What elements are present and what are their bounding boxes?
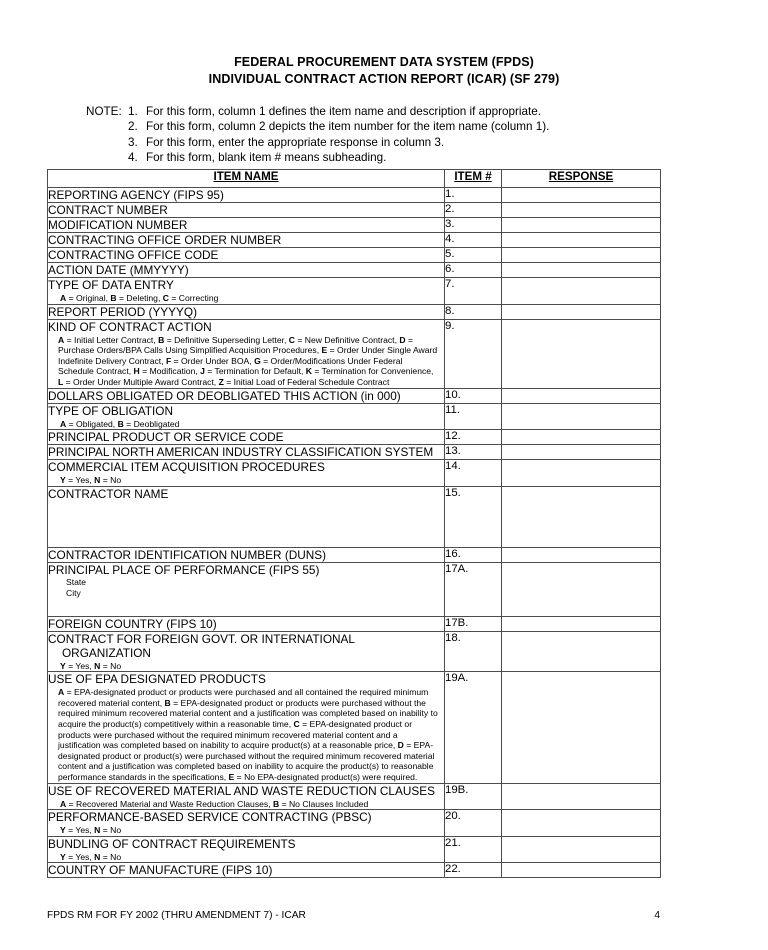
- table-header-row: [48, 170, 661, 188]
- cell-item-name: [48, 218, 445, 233]
- column-header-item-number: [445, 170, 502, 188]
- item-name-text: PRINCIPAL PLACE OF PERFORMANCE (FIPS 55): [48, 562, 320, 577]
- cell-response[interactable]: [502, 616, 661, 631]
- cell-item-name: [48, 203, 445, 218]
- cell-item-number: 9.: [445, 319, 502, 388]
- cell-response[interactable]: [502, 783, 661, 810]
- cell-item-number: 4.: [445, 233, 502, 248]
- icar-form-table: [47, 169, 661, 878]
- item-name-subtext: A = Original, B = Deleting, C = Correcting: [60, 293, 219, 303]
- note-item: [86, 150, 768, 165]
- cell-item-number: 1.: [445, 188, 502, 203]
- cell-item-number: 17B.: [445, 616, 502, 631]
- cell-response[interactable]: [502, 460, 661, 487]
- cell-item-name: [48, 631, 445, 672]
- note-number: 1.: [128, 105, 138, 118]
- cell-response[interactable]: [502, 836, 661, 863]
- cell-item-number: 8.: [445, 304, 502, 319]
- cell-response[interactable]: [502, 445, 661, 460]
- item-name-text: USE OF EPA DESIGNATED PRODUCTS: [48, 672, 266, 687]
- item-name-text: FOREIGN COUNTRY (FIPS 10): [48, 616, 217, 631]
- item-name-text: PRINCIPAL NORTH AMERICAN INDUSTRY CLASSIFICATION SYSTEM: [48, 445, 434, 460]
- cell-item-name: [48, 319, 445, 388]
- cell-response[interactable]: [502, 631, 661, 672]
- table-row: [48, 188, 661, 203]
- cell-item-name: [48, 233, 445, 248]
- table-header: [48, 170, 661, 188]
- table-row: [48, 672, 661, 783]
- table-row: [48, 304, 661, 319]
- cell-item-name: [48, 616, 445, 631]
- title-line-2: INDIVIDUAL CONTRACT ACTION REPORT (ICAR) (SF 279): [208, 71, 560, 86]
- cell-item-number: 2.: [445, 203, 502, 218]
- cell-item-number: 7.: [445, 278, 502, 305]
- cell-item-name: [48, 836, 445, 863]
- column-header-item-number-text: ITEM #: [454, 170, 492, 183]
- item-name-text: KIND OF CONTRACT ACTION: [48, 319, 212, 334]
- table-row: [48, 547, 661, 562]
- cell-item-number: 17A.: [445, 562, 502, 616]
- cell-item-name: [48, 188, 445, 203]
- item-name-subtext: A = Initial Letter Contract, B = Definitive Superseding Letter, C = New Definitive Contract, D = Purchase Orders/BPA Calls Using Simplified Acquisition Procedures, E = Order Under Single Award Indefinite Delivery Contract, F = Order Under BOA, G = Order/Modifications Under Federal Schedule Contract, H = Modification, J = Termination for Default, K = Termination for Convenience, L = Order Under Multiple Award Contract, Z = Initial Load of Federal Schedule Contract: [58, 334, 438, 387]
- item-name-text: MODIFICATION NUMBER: [48, 218, 188, 232]
- cell-item-name: [48, 562, 445, 616]
- cell-response[interactable]: [502, 263, 661, 278]
- cell-response[interactable]: [502, 319, 661, 388]
- footer-left-text: FPDS RM FOR FY 2002 (THRU AMENDMENT 7) - ICAR: [47, 910, 306, 921]
- cell-response[interactable]: [502, 403, 661, 430]
- cell-item-number: 21.: [445, 836, 502, 863]
- cell-response[interactable]: [502, 388, 661, 403]
- cell-item-name: [48, 403, 445, 430]
- item-name-text: DOLLARS OBLIGATED OR DEOBLIGATED THIS ACTION (in 000): [48, 388, 401, 403]
- cell-item-name: [48, 430, 445, 445]
- note-item: [86, 119, 768, 134]
- cell-item-number: 3.: [445, 218, 502, 233]
- table-row: [48, 278, 661, 305]
- item-name-subtext: Y = Yes, N = No: [60, 475, 122, 486]
- cell-response[interactable]: [502, 430, 661, 445]
- note-number: 2.: [128, 120, 138, 134]
- note-number: 3.: [128, 135, 138, 149]
- cell-item-name: [48, 547, 445, 562]
- item-name-text: COUNTRY OF MANUFACTURE (FIPS 10): [48, 863, 273, 878]
- cell-response[interactable]: [502, 248, 661, 263]
- cell-item-number: 15.: [445, 486, 502, 547]
- item-name-text: CONTRACTING OFFICE CODE: [48, 248, 219, 262]
- cell-item-number: 16.: [445, 547, 502, 562]
- note-item: [86, 104, 768, 119]
- item-name-text: CONTRACTOR NAME: [48, 486, 169, 501]
- item-name-text: COMMERCIAL ITEM ACQUISITION PROCEDURES: [48, 460, 325, 475]
- cell-item-number: 11.: [445, 403, 502, 430]
- cell-item-name: [48, 486, 445, 547]
- note-number: 4.: [128, 151, 138, 165]
- cell-item-number: 13.: [445, 445, 502, 460]
- table-row: [48, 863, 661, 878]
- table-row: [48, 388, 661, 403]
- cell-item-number: 14.: [445, 460, 502, 487]
- item-name-subtext: A = Obligated, B = Deobligated: [60, 418, 180, 429]
- document-title: [0, 0, 768, 87]
- table-row: [48, 631, 661, 672]
- cell-response[interactable]: [502, 218, 661, 233]
- item-name-text: BUNDLING OF CONTRACT REQUIREMENTS: [48, 836, 296, 851]
- cell-item-number: 19B.: [445, 783, 502, 810]
- page-footer: [47, 910, 660, 921]
- cell-item-name: [48, 863, 445, 878]
- item-name-subtext: A = Recovered Material and Waste Reduction Clauses, B = No Clauses Included: [60, 798, 369, 809]
- table-row: [48, 203, 661, 218]
- notes-block: [0, 104, 768, 166]
- item-name-text: CONTRACT FOR FOREIGN GOVT. OR INTERNATIONAL: [48, 631, 355, 646]
- cell-item-name: [48, 304, 445, 319]
- cell-response[interactable]: [502, 863, 661, 878]
- blank-entry-space: [48, 600, 444, 616]
- table-row: [48, 616, 661, 631]
- column-header-response: [502, 170, 661, 188]
- table-row: [48, 486, 661, 547]
- table-row: [48, 319, 661, 388]
- item-name-text-continued: ORGANIZATION: [62, 645, 151, 660]
- item-name-text: CONTRACTOR IDENTIFICATION NUMBER (DUNS): [48, 547, 327, 562]
- item-name-text: PRINCIPAL PRODUCT OR SERVICE CODE: [48, 430, 284, 445]
- note-text: For this form, enter the appropriate response in column 3.: [146, 135, 445, 149]
- cell-response[interactable]: [502, 233, 661, 248]
- item-subfield-state: State: [66, 576, 87, 587]
- cell-item-number: 22.: [445, 863, 502, 878]
- cell-item-name: [48, 460, 445, 487]
- item-name-text: PERFORMANCE-BASED SERVICE CONTRACTING (PBSC): [48, 810, 372, 825]
- cell-item-number: 20.: [445, 810, 502, 837]
- table-row: [48, 233, 661, 248]
- title-line-1: FEDERAL PROCUREMENT DATA SYSTEM (FPDS): [234, 55, 534, 69]
- cell-response[interactable]: [502, 188, 661, 203]
- item-name-text: REPORTING AGENCY (FIPS 95): [48, 188, 224, 202]
- table-body: [48, 188, 661, 878]
- cell-response[interactable]: [502, 278, 661, 305]
- note-item: [86, 135, 768, 150]
- note-text: For this form, column 1 defines the item name and description if appropriate.: [146, 105, 541, 118]
- table-row: [48, 783, 661, 810]
- cell-response[interactable]: [502, 810, 661, 837]
- cell-item-name: [48, 783, 445, 810]
- cell-item-name: [48, 278, 445, 305]
- column-header-response-text: RESPONSE: [548, 170, 614, 183]
- item-name-text: CONTRACTING OFFICE ORDER NUMBER: [48, 233, 282, 247]
- note-text: For this form, blank item # means subheading.: [146, 151, 387, 165]
- cell-response[interactable]: [502, 486, 661, 547]
- item-name-text: USE OF RECOVERED MATERIAL AND WASTE REDUCTION CLAUSES: [48, 783, 435, 798]
- cell-item-number: 18.: [445, 631, 502, 672]
- cell-response[interactable]: [502, 203, 661, 218]
- notes-label: NOTE:: [86, 105, 122, 118]
- item-name-text: TYPE OF DATA ENTRY: [48, 278, 174, 292]
- table-row: [48, 403, 661, 430]
- cell-item-number: 19A.: [445, 672, 502, 783]
- cell-item-number: 10.: [445, 388, 502, 403]
- item-name-subtext: Y = Yes, N = No: [60, 851, 122, 862]
- cell-item-number: 6.: [445, 263, 502, 278]
- note-text: For this form, column 2 depicts the item number for the item name (column 1).: [146, 120, 550, 134]
- cell-item-name: [48, 445, 445, 460]
- item-name-subtext: A = EPA-designated product or products were purchased and all contained the required minimum recovered material content, B = EPA-designated product or products were purchased without the required minimum recovered material content and a justification was completed based on inability to acquire the product(s) competitively within a reasonable time, C = EPA-designated product or products were purchased without the required minimum recovered material content and a justification was completed based on inability to acquire product(s) at a reasonable price, D = EPA-designated product or product(s) were purchased without the required minimum recovered material content and a justification was completed based on inability to acquire the product(s) to reasonable performance standards in the specifications, E = No EPA-designated product(s) were required.: [58, 687, 438, 782]
- cell-item-name: [48, 248, 445, 263]
- item-name-text: TYPE OF OBLIGATION: [48, 403, 173, 418]
- item-name-text: CONTRACT NUMBER: [48, 203, 168, 217]
- item-name-text: ACTION DATE (MMYYYY): [48, 263, 189, 277]
- table-row: [48, 263, 661, 278]
- table-row: [48, 562, 661, 616]
- table-row: [48, 445, 661, 460]
- column-header-item-name-text: ITEM NAME: [213, 170, 279, 183]
- table-row: [48, 810, 661, 837]
- table-row: [48, 430, 661, 445]
- cell-item-name: [48, 810, 445, 837]
- cell-response[interactable]: [502, 672, 661, 783]
- cell-item-name: [48, 672, 445, 783]
- cell-response[interactable]: [502, 304, 661, 319]
- item-name-subtext: Y = Yes, N = No: [60, 660, 122, 671]
- cell-item-name: [48, 263, 445, 278]
- item-subfield-city: City: [66, 588, 81, 599]
- item-name-subtext: Y = Yes, N = No: [60, 825, 122, 836]
- blank-entry-space: [48, 501, 444, 547]
- item-name-text: REPORT PERIOD (YYYYQ): [48, 304, 198, 319]
- cell-item-number: 5.: [445, 248, 502, 263]
- table-row: [48, 218, 661, 233]
- cell-response[interactable]: [502, 547, 661, 562]
- column-header-item-name: [48, 170, 445, 188]
- table-row: [48, 460, 661, 487]
- table-row: [48, 248, 661, 263]
- footer-page-number: 4: [654, 910, 660, 921]
- cell-item-number: 12.: [445, 430, 502, 445]
- table-row: [48, 836, 661, 863]
- cell-item-name: [48, 388, 445, 403]
- icar-form-table-wrapper: [47, 169, 660, 878]
- cell-response[interactable]: [502, 562, 661, 616]
